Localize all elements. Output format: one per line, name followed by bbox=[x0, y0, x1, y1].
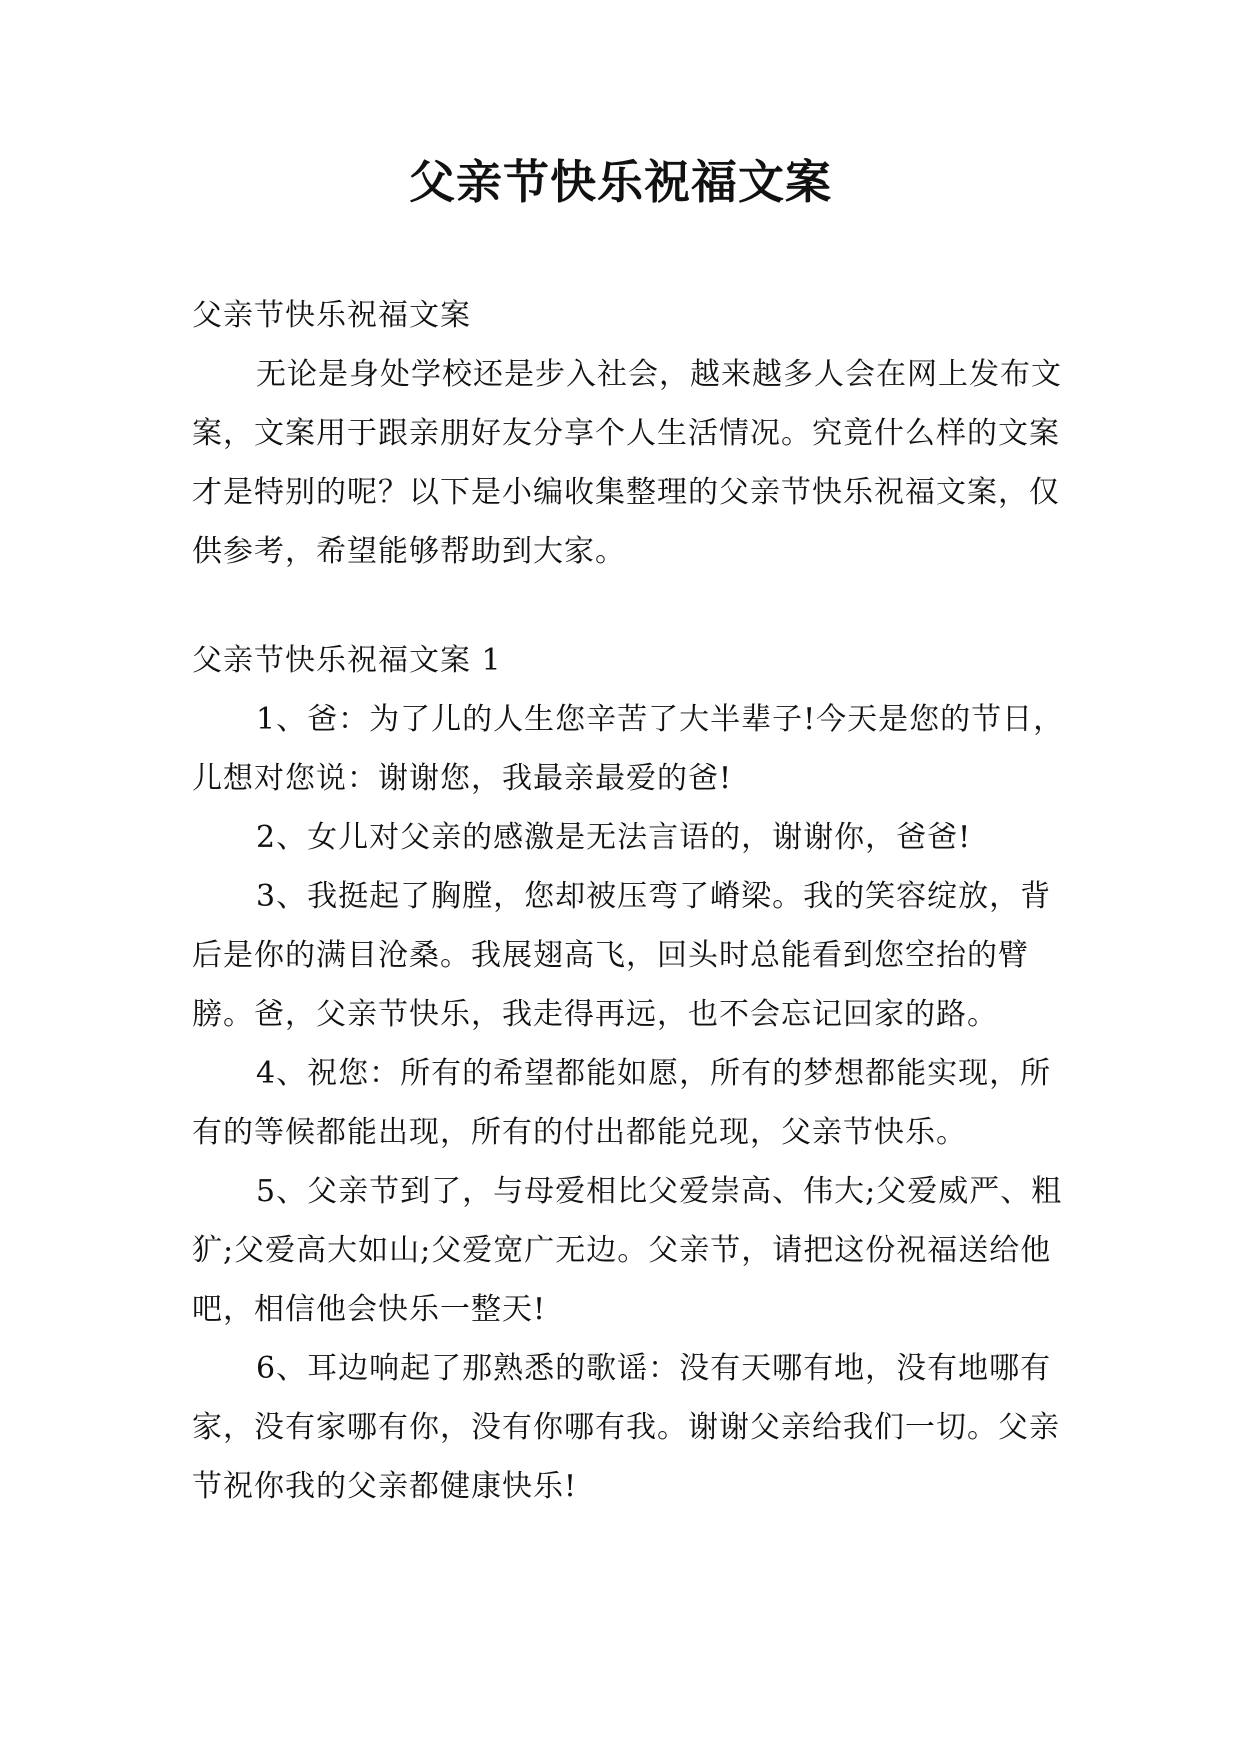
intro-heading: 父亲节快乐祝福文案 bbox=[192, 298, 471, 333]
section-heading: 父亲节快乐祝福文案 1 bbox=[192, 643, 502, 678]
wish-item-1: 1、爸：为了儿的人生您辛苦了大半辈子!今天是您的节日，儿想对您说：谢谢您，我最亲最爱的爸! bbox=[192, 702, 1065, 796]
document-title: 父亲节快乐祝福文案 bbox=[409, 155, 832, 209]
intro-paragraph: 无论是身处学校还是步入社会，越来越多人会在网上发布文案，文案用于跟亲朋好友分享个人生活情况。究竟什么样的文案才是特别的呢？以下是小编收集整理的父亲节快乐祝福文案，仅供参考，希望能够帮助到大家。 bbox=[192, 357, 1062, 569]
wish-item-5: 5、父亲节到了，与母爱相比父爱崇高、伟大;父爱威严、粗犷;父爱高大如山;父爱宽广无边。父亲节，请把这份祝福送给他吧，相信他会快乐一整天! bbox=[192, 1174, 1063, 1327]
wish-item-2: 2、女儿对父亲的感激是无法言语的，谢谢你，爸爸! bbox=[256, 820, 972, 855]
wish-item-3: 3、我挺起了胸膛，您却被压弯了嵴梁。我的笑容绽放，背后是你的满目沧桑。我展翅高飞，回头时总能看到您空抬的臂膀。爸，父亲节快乐，我走得再远，也不会忘记回家的路。 bbox=[192, 879, 1052, 1032]
section-spacer bbox=[192, 581, 1070, 631]
document-body bbox=[192, 286, 1070, 1516]
wish-item-6: 6、耳边响起了那熟悉的歌谣：没有天哪有地，没有地哪有家，没有家哪有你，没有你哪有我。谢谢父亲给我们一切。父亲节祝你我的父亲都健康快乐! bbox=[192, 1351, 1060, 1504]
wish-item-4: 4、祝您：所有的希望都能如愿，所有的梦想都能实现，所有的等候都能出现，所有的付出都能兑现，父亲节快乐。 bbox=[192, 1056, 1052, 1150]
